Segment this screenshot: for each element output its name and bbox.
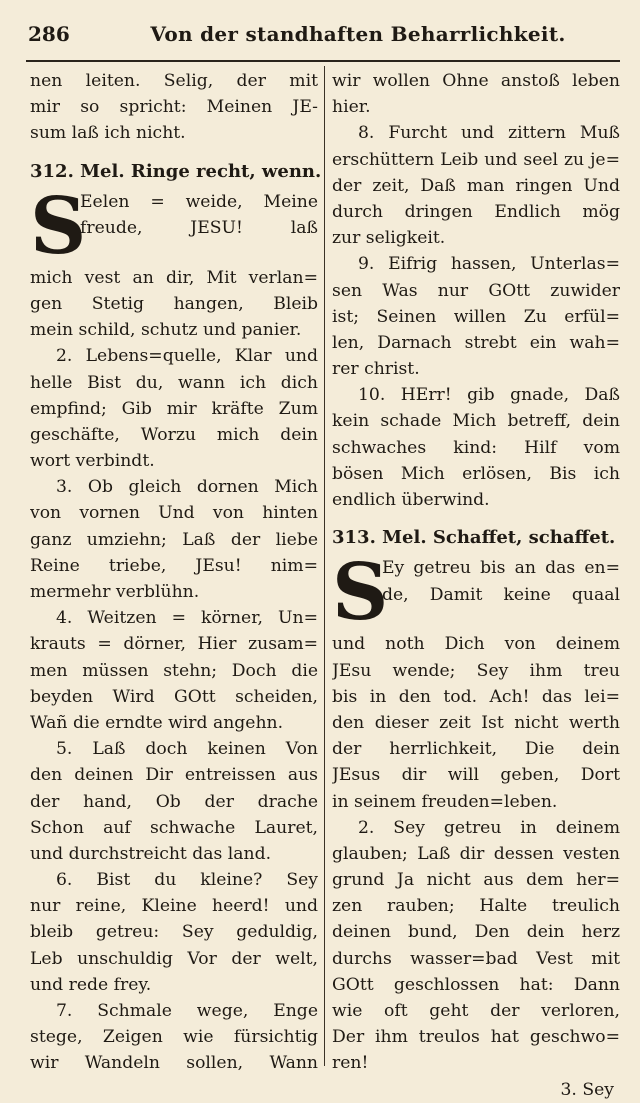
right-continuation — [332, 68, 620, 513]
text-line: wir wollen Ohne anstoß leben — [332, 71, 620, 91]
text-line: grund Ja nicht aus dem her= — [332, 870, 620, 891]
text-line: ganz umziehn; Laß der liebe — [30, 529, 318, 550]
text-line: bis in den tod. Ach! das lei= — [332, 686, 620, 707]
text-line: endlich überwind. — [332, 490, 490, 510]
text-line: ist; Seinen willen Zu erfül= — [332, 306, 620, 327]
text-line: deinen bund, Den dein herz — [332, 922, 620, 943]
text-line: helle Bist du, wann ich dich — [30, 372, 318, 393]
text-line: durchs wasser=bad Vest mit — [332, 948, 620, 969]
text-line: mermehr verblühn. — [30, 582, 200, 603]
text-line: wie oft geht der verloren, — [332, 1001, 620, 1022]
page-header — [28, 22, 618, 56]
text-line: 8. Furcht und zittern Muß — [358, 123, 620, 144]
left-continuation — [30, 68, 318, 147]
text-line: glauben; Laß dir dessen vesten — [332, 843, 620, 864]
text-line: in seinem freuden=leben. — [332, 791, 558, 812]
text-line: 2. Lebens=quelle, Klar und — [56, 346, 318, 367]
text-line: zen rauben; Halte treulich — [332, 896, 620, 917]
text-line: rer christ. — [332, 359, 420, 380]
column-divider — [324, 66, 325, 1066]
text-line: nen leiten. Selig, der mit — [30, 71, 318, 91]
text-line: JEsus dir will geben, Dort — [332, 765, 620, 786]
text-line: len, Darnach strebt ein wah= — [332, 332, 620, 353]
text-line: sum laß ich nicht. — [30, 123, 186, 144]
header-rule — [26, 60, 620, 62]
hymn-312-heading: 312. Mel. Ringe recht, wenn. — [30, 160, 322, 182]
text-line: Ey getreu bis an das en= — [382, 558, 620, 579]
text-line: 2. Sey getreu in deinem — [358, 817, 620, 838]
left-column — [30, 68, 322, 1077]
text-line: men müssen stehn; Doch die — [30, 660, 318, 681]
text-line: freude, JESU! laß — [80, 217, 318, 238]
hymn-312-opening — [30, 180, 318, 272]
text-line: den dieser zeit Ist nicht werth — [332, 712, 620, 733]
text-line: JEsu wende; Sey ihm treu — [332, 660, 620, 681]
text-line: wort verbindt. — [30, 451, 155, 472]
text-line: 4. Weitzen = körner, Un= — [56, 608, 318, 629]
text-line: 7. Schmale wege, Enge — [56, 1001, 318, 1022]
text-line: von vornen Und von hinten — [30, 503, 318, 524]
hymn-313-lines — [332, 631, 620, 1076]
text-line: 5. Laß doch keinen Von — [56, 739, 318, 760]
hymn-313-dropcap: S — [332, 547, 389, 639]
text-line: geschäfte, Worzu mich dein — [30, 424, 318, 445]
text-line: den deinen Dir entreissen aus — [30, 765, 318, 786]
text-line: 10. HErr! gib gnade, Daß — [358, 385, 620, 406]
text-line: empfind; Gib mir kräfte Zum — [30, 398, 318, 419]
text-line: erschüttern Leib und seel zu je= — [332, 149, 620, 170]
text-line: der zeit, Daß man ringen Und — [332, 175, 620, 196]
text-line: Reine triebe, JEsu! nim= — [30, 555, 318, 576]
hymn-313-opening — [332, 547, 620, 639]
text-line: Der ihm treulos hat geschwo= — [332, 1027, 620, 1048]
text-line: und noth Dich von deinem — [332, 634, 620, 655]
text-line: ren! — [332, 1053, 369, 1074]
text-line: mir so spricht: Meinen JE- — [30, 97, 318, 118]
catchword: 3. Sey — [560, 1079, 614, 1100]
text-line: Wañ die erndte wird angehn. — [30, 712, 284, 733]
text-line: 3. Ob gleich dornen Mich — [56, 477, 318, 498]
text-line: Schon auf schwache Lauret, — [30, 817, 318, 838]
text-line: wir Wandeln sollen, Wann — [30, 1053, 318, 1074]
hymn-312-dropcap: S — [30, 180, 87, 272]
text-line: bleib getreu: Sey geduldig, — [30, 922, 318, 943]
text-line: stege, Zeigen wie fürsichtig — [30, 1027, 318, 1048]
running-title: Von der standhaften Beharrlichkeit. — [150, 22, 566, 46]
text-line: gen Stetig hangen, Bleib — [30, 293, 318, 314]
hymn-313-heading: 313. Mel. Schaffet, schaffet. — [332, 527, 616, 549]
text-line: schwaches kind: Hilf vom — [332, 437, 620, 458]
text-line: sen Was nur GOtt zuwider — [332, 280, 620, 301]
hymn-312-lines — [30, 265, 318, 1077]
text-line: der hand, Ob der drache — [30, 791, 318, 812]
text-line: zur seligkeit. — [332, 228, 446, 249]
text-line: kein schade Mich betreff, dein — [332, 411, 620, 432]
text-line: de, Damit keine quaal — [382, 584, 620, 605]
text-line: hier. — [332, 97, 371, 118]
text-line: durch dringen Endlich mög — [332, 201, 620, 222]
text-line: GOtt geschlossen hat: Dann — [332, 974, 620, 995]
text-line: krauts = dörner, Hier zusam= — [30, 634, 318, 655]
text-line: beyden Wird GOtt scheiden, — [30, 686, 318, 707]
text-line: nur reine, Kleine heerd! und — [30, 896, 318, 917]
text-line: 9. Eifrig hassen, Unterlas= — [358, 254, 620, 275]
text-line: mich vest an dir, Mit verlan= — [30, 267, 318, 288]
text-line: und rede frey. — [30, 974, 152, 995]
text-line: Leb unschuldig Vor der welt, — [30, 948, 318, 969]
text-line: Eelen = weide, Meine — [80, 191, 318, 212]
text-line: bösen Mich erlösen, Bis ich — [332, 463, 620, 484]
text-line: der herrlichkeit, Die dein — [332, 739, 620, 760]
text-line: mein schild, schutz und panier. — [30, 320, 302, 341]
right-column — [332, 68, 620, 1103]
text-line: 6. Bist du kleine? Sey — [56, 870, 318, 891]
page-number: 286 — [28, 22, 70, 46]
text-line: und durchstreicht das land. — [30, 843, 272, 864]
